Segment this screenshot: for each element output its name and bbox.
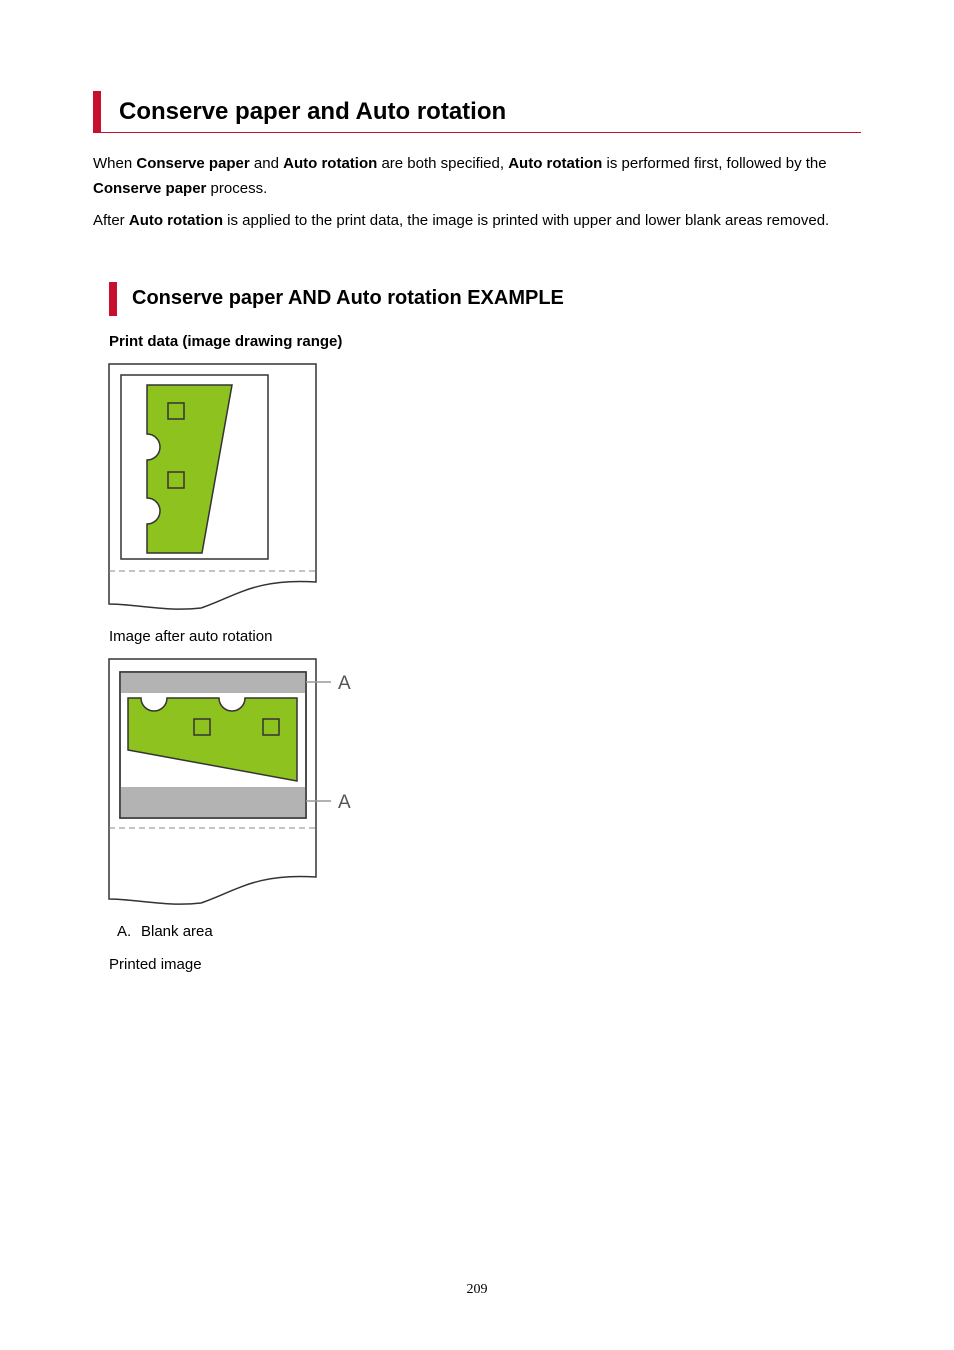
legend-item bbox=[117, 923, 213, 940]
callout-label: A bbox=[338, 673, 351, 694]
print-data-figure bbox=[106, 362, 320, 614]
blank-area-bottom bbox=[120, 787, 306, 818]
intro-paragraph-2: After Auto rotation is applied to the print data, the image is printed with upper and lower blank areas removed. bbox=[93, 212, 830, 229]
heading-accent-bar bbox=[93, 91, 101, 133]
page-number: 209 bbox=[466, 1282, 488, 1297]
callout-label: A bbox=[338, 792, 351, 813]
intro-paragraph-1: When Conserve paper and Auto rotation are both specified, Auto rotation is performed first, followed by the Conserve paper process. bbox=[93, 155, 827, 197]
legend-key: A. bbox=[117, 923, 132, 940]
section-heading-text: Conserve paper and Auto rotation bbox=[119, 98, 507, 125]
auto-rotation-figure bbox=[106, 657, 360, 909]
legend-text: Blank area bbox=[141, 923, 213, 940]
figure-3-label: Printed image bbox=[109, 956, 202, 973]
subsection-heading-text: Conserve paper AND Auto rotation EXAMPLE bbox=[132, 287, 564, 309]
subsection-heading bbox=[109, 282, 809, 316]
figure-1-label: Print data (image drawing range) bbox=[109, 333, 343, 350]
blank-area-top bbox=[120, 672, 306, 693]
subheading-accent-bar bbox=[109, 282, 117, 316]
figure-2-label: Image after auto rotation bbox=[109, 628, 273, 645]
section-heading bbox=[93, 91, 861, 133]
